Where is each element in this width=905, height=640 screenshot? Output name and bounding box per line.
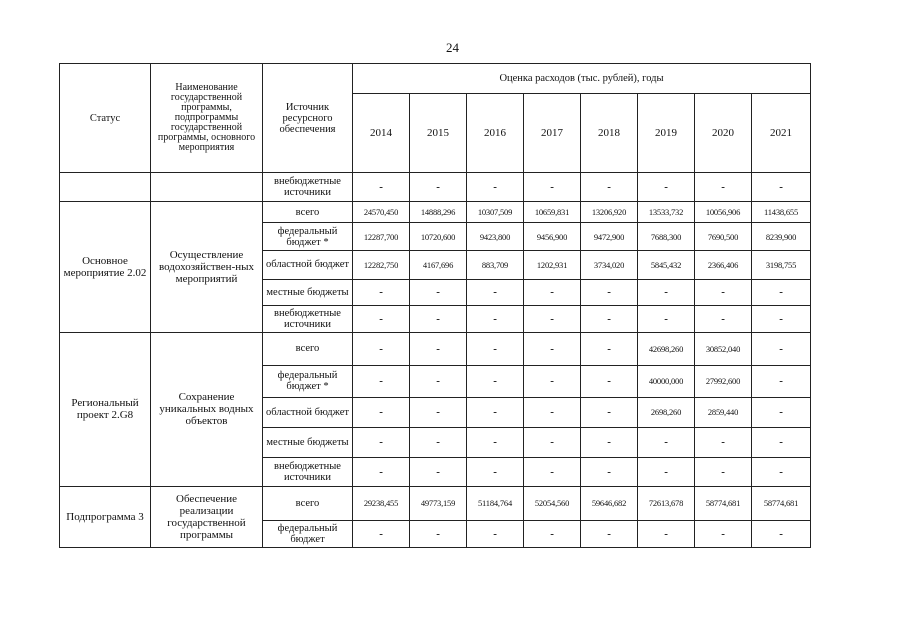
value-cell: 1202,931	[524, 251, 581, 279]
value-cell: 2366,406	[695, 251, 752, 279]
value-cell: 12287,700	[353, 222, 410, 250]
value-cell: -	[353, 428, 410, 457]
year-header: 2016	[467, 94, 524, 173]
value-cell: -	[695, 428, 752, 457]
value-cell: -	[695, 457, 752, 486]
table-body	[60, 173, 811, 548]
value-cell: 7690,500	[695, 222, 752, 250]
header-estimate: Оценка расходов (тыс. рублей), годы	[353, 64, 811, 94]
value-cell: 7688,300	[638, 222, 695, 250]
value-cell: -	[752, 428, 811, 457]
year-header: 2019	[638, 94, 695, 173]
value-cell: -	[410, 397, 467, 427]
value-cell: -	[524, 332, 581, 366]
value-cell: 2698,260	[638, 397, 695, 427]
source-cell: внебюджетные источники	[263, 173, 353, 202]
value-cell: -	[638, 306, 695, 332]
year-header: 2018	[581, 94, 638, 173]
value-cell: -	[695, 173, 752, 202]
program-name-cell: Обеспечение реализации государственной программы	[151, 486, 263, 547]
value-cell: -	[467, 173, 524, 202]
value-cell: -	[695, 520, 752, 547]
value-cell: -	[752, 457, 811, 486]
source-cell: всего	[263, 332, 353, 366]
value-cell: -	[410, 279, 467, 305]
value-cell: -	[638, 428, 695, 457]
source-cell: местные бюджеты	[263, 279, 353, 305]
value-cell: -	[410, 366, 467, 398]
source-cell: федеральный бюджет *	[263, 222, 353, 250]
value-cell: 27992,600	[695, 366, 752, 398]
value-cell: -	[524, 279, 581, 305]
year-header: 2020	[695, 94, 752, 173]
value-cell: 59646,682	[581, 486, 638, 520]
value-cell: -	[467, 332, 524, 366]
value-cell: -	[581, 366, 638, 398]
source-cell: федеральный бюджет	[263, 520, 353, 547]
value-cell: 10720,600	[410, 222, 467, 250]
table-row	[60, 173, 811, 202]
value-cell: 13206,920	[581, 202, 638, 222]
value-cell: -	[638, 457, 695, 486]
year-header: 2014	[353, 94, 410, 173]
value-cell: -	[581, 173, 638, 202]
value-cell: -	[581, 397, 638, 427]
program-name-cell: Осуществление водохозяйствен-ных мероприятий	[151, 202, 263, 332]
source-cell: внебюджетные источники	[263, 457, 353, 486]
value-cell: 72613,678	[638, 486, 695, 520]
value-cell: -	[752, 366, 811, 398]
status-cell: Основное мероприятие 2.02	[60, 202, 151, 332]
value-cell: 49773,159	[410, 486, 467, 520]
value-cell: -	[752, 332, 811, 366]
value-cell: 4167,696	[410, 251, 467, 279]
status-cell: Региональный проект 2.G8	[60, 332, 151, 486]
value-cell: 10659,831	[524, 202, 581, 222]
value-cell: -	[467, 366, 524, 398]
page-number: 24	[446, 40, 459, 55]
value-cell: 9472,900	[581, 222, 638, 250]
year-header: 2017	[524, 94, 581, 173]
budget-table	[59, 63, 811, 548]
value-cell: 8239,900	[752, 222, 811, 250]
header-status: Статус	[60, 64, 151, 173]
value-cell: -	[353, 173, 410, 202]
source-cell: внебюджетные источники	[263, 306, 353, 332]
value-cell: -	[353, 279, 410, 305]
value-cell: -	[353, 306, 410, 332]
table-row	[60, 332, 811, 366]
value-cell: -	[524, 173, 581, 202]
value-cell: -	[581, 520, 638, 547]
value-cell: -	[410, 173, 467, 202]
value-cell: -	[353, 520, 410, 547]
value-cell: 40000,000	[638, 366, 695, 398]
value-cell: -	[467, 306, 524, 332]
value-cell: 14888,296	[410, 202, 467, 222]
value-cell: 11438,655	[752, 202, 811, 222]
value-cell: -	[752, 520, 811, 547]
value-cell: 5845,432	[638, 251, 695, 279]
value-cell: 13533,732	[638, 202, 695, 222]
value-cell: 883,709	[467, 251, 524, 279]
value-cell: 58774,681	[752, 486, 811, 520]
value-cell: 10056,906	[695, 202, 752, 222]
value-cell: -	[638, 173, 695, 202]
value-cell: 9456,900	[524, 222, 581, 250]
source-cell: всего	[263, 202, 353, 222]
source-cell: всего	[263, 486, 353, 520]
program-name-cell: Сохранение уникальных водных объектов	[151, 332, 263, 486]
value-cell: -	[695, 306, 752, 332]
value-cell: 12282,750	[353, 251, 410, 279]
value-cell: -	[467, 457, 524, 486]
value-cell: 3734,020	[581, 251, 638, 279]
table-row	[60, 202, 811, 222]
value-cell: -	[467, 428, 524, 457]
value-cell: -	[524, 397, 581, 427]
value-cell: -	[695, 279, 752, 305]
value-cell: 30852,040	[695, 332, 752, 366]
source-cell: местные бюджеты	[263, 428, 353, 457]
value-cell: -	[353, 366, 410, 398]
status-cell: Подпрограмма 3	[60, 486, 151, 547]
year-header: 2015	[410, 94, 467, 173]
value-cell: -	[410, 520, 467, 547]
table-header	[60, 64, 811, 173]
value-cell: -	[410, 457, 467, 486]
header-source: Источник ресурсного обеспечения	[263, 64, 353, 173]
value-cell: -	[353, 397, 410, 427]
value-cell: -	[467, 520, 524, 547]
value-cell: -	[524, 457, 581, 486]
value-cell: -	[467, 279, 524, 305]
value-cell: -	[638, 520, 695, 547]
value-cell: 29238,455	[353, 486, 410, 520]
value-cell: -	[752, 306, 811, 332]
table-row	[60, 486, 811, 520]
value-cell: -	[581, 279, 638, 305]
value-cell: -	[524, 428, 581, 457]
value-cell: -	[638, 279, 695, 305]
value-cell: -	[581, 457, 638, 486]
value-cell: 2859,440	[695, 397, 752, 427]
source-cell: федеральный бюджет *	[263, 366, 353, 398]
year-header: 2021	[752, 94, 811, 173]
value-cell: 24570,450	[353, 202, 410, 222]
value-cell: -	[581, 306, 638, 332]
value-cell: -	[581, 428, 638, 457]
value-cell: -	[581, 332, 638, 366]
value-cell: -	[410, 428, 467, 457]
source-cell: областной бюджет	[263, 251, 353, 279]
value-cell: -	[524, 520, 581, 547]
value-cell: -	[752, 279, 811, 305]
value-cell: -	[524, 366, 581, 398]
value-cell: 52054,560	[524, 486, 581, 520]
value-cell: -	[353, 332, 410, 366]
source-cell: областной бюджет	[263, 397, 353, 427]
header-program-name: Наименование государственной программы, подпрограммы государственной программы, основного мероприятия	[151, 64, 263, 173]
value-cell: -	[524, 306, 581, 332]
value-cell: -	[467, 397, 524, 427]
value-cell: -	[410, 306, 467, 332]
value-cell: 10307,509	[467, 202, 524, 222]
value-cell: 9423,800	[467, 222, 524, 250]
value-cell: -	[752, 173, 811, 202]
value-cell: 51184,764	[467, 486, 524, 520]
value-cell: -	[353, 457, 410, 486]
value-cell: 3198,755	[752, 251, 811, 279]
value-cell: -	[410, 332, 467, 366]
status-cell	[60, 173, 151, 202]
program-name-cell	[151, 173, 263, 202]
value-cell: 58774,681	[695, 486, 752, 520]
value-cell: 42698,260	[638, 332, 695, 366]
value-cell: -	[752, 397, 811, 427]
